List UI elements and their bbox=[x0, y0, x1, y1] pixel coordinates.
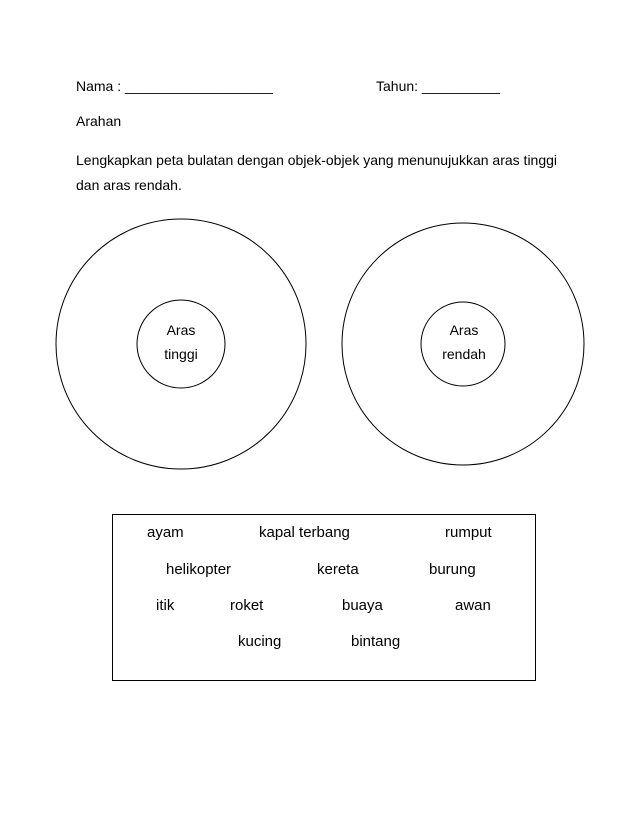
year-field-label: Tahun: __________ bbox=[376, 78, 500, 94]
outer-circle-high bbox=[56, 219, 306, 469]
word-item: buaya bbox=[342, 597, 383, 614]
circle-label-high-line2: tinggi bbox=[164, 346, 198, 362]
word-item: awan bbox=[455, 597, 491, 614]
name-field-label: Nama : ___________________ bbox=[76, 78, 273, 94]
word-item: bintang bbox=[351, 633, 401, 650]
word-item: itik bbox=[156, 597, 175, 614]
circle-map-high bbox=[56, 219, 306, 469]
word-item: burung bbox=[429, 561, 476, 578]
word-item: rumput bbox=[445, 524, 492, 541]
circle-label-low-line2: rendah bbox=[442, 346, 486, 362]
word-item: ayam bbox=[147, 524, 184, 541]
circle-map-low bbox=[342, 223, 584, 465]
word-item: kereta bbox=[317, 561, 359, 578]
outer-circle-low bbox=[342, 223, 584, 465]
inner-circle-high bbox=[137, 300, 225, 388]
word-item: kucing bbox=[238, 633, 282, 650]
section-title: Arahan bbox=[76, 113, 122, 129]
instruction-text: Lengkapkan peta bulatan dengan objek-objek yang menunujukkan aras tinggi dan aras rendah. bbox=[76, 152, 558, 193]
word-item: roket bbox=[230, 597, 264, 614]
word-bank bbox=[112, 514, 536, 681]
inner-circle-low bbox=[421, 302, 505, 386]
circle-label-high-line1: Aras bbox=[166, 322, 196, 338]
circle-label-low-line1: Aras bbox=[449, 322, 479, 338]
word-item: kapal terbang bbox=[259, 524, 350, 541]
word-item: helikopter bbox=[166, 561, 232, 578]
